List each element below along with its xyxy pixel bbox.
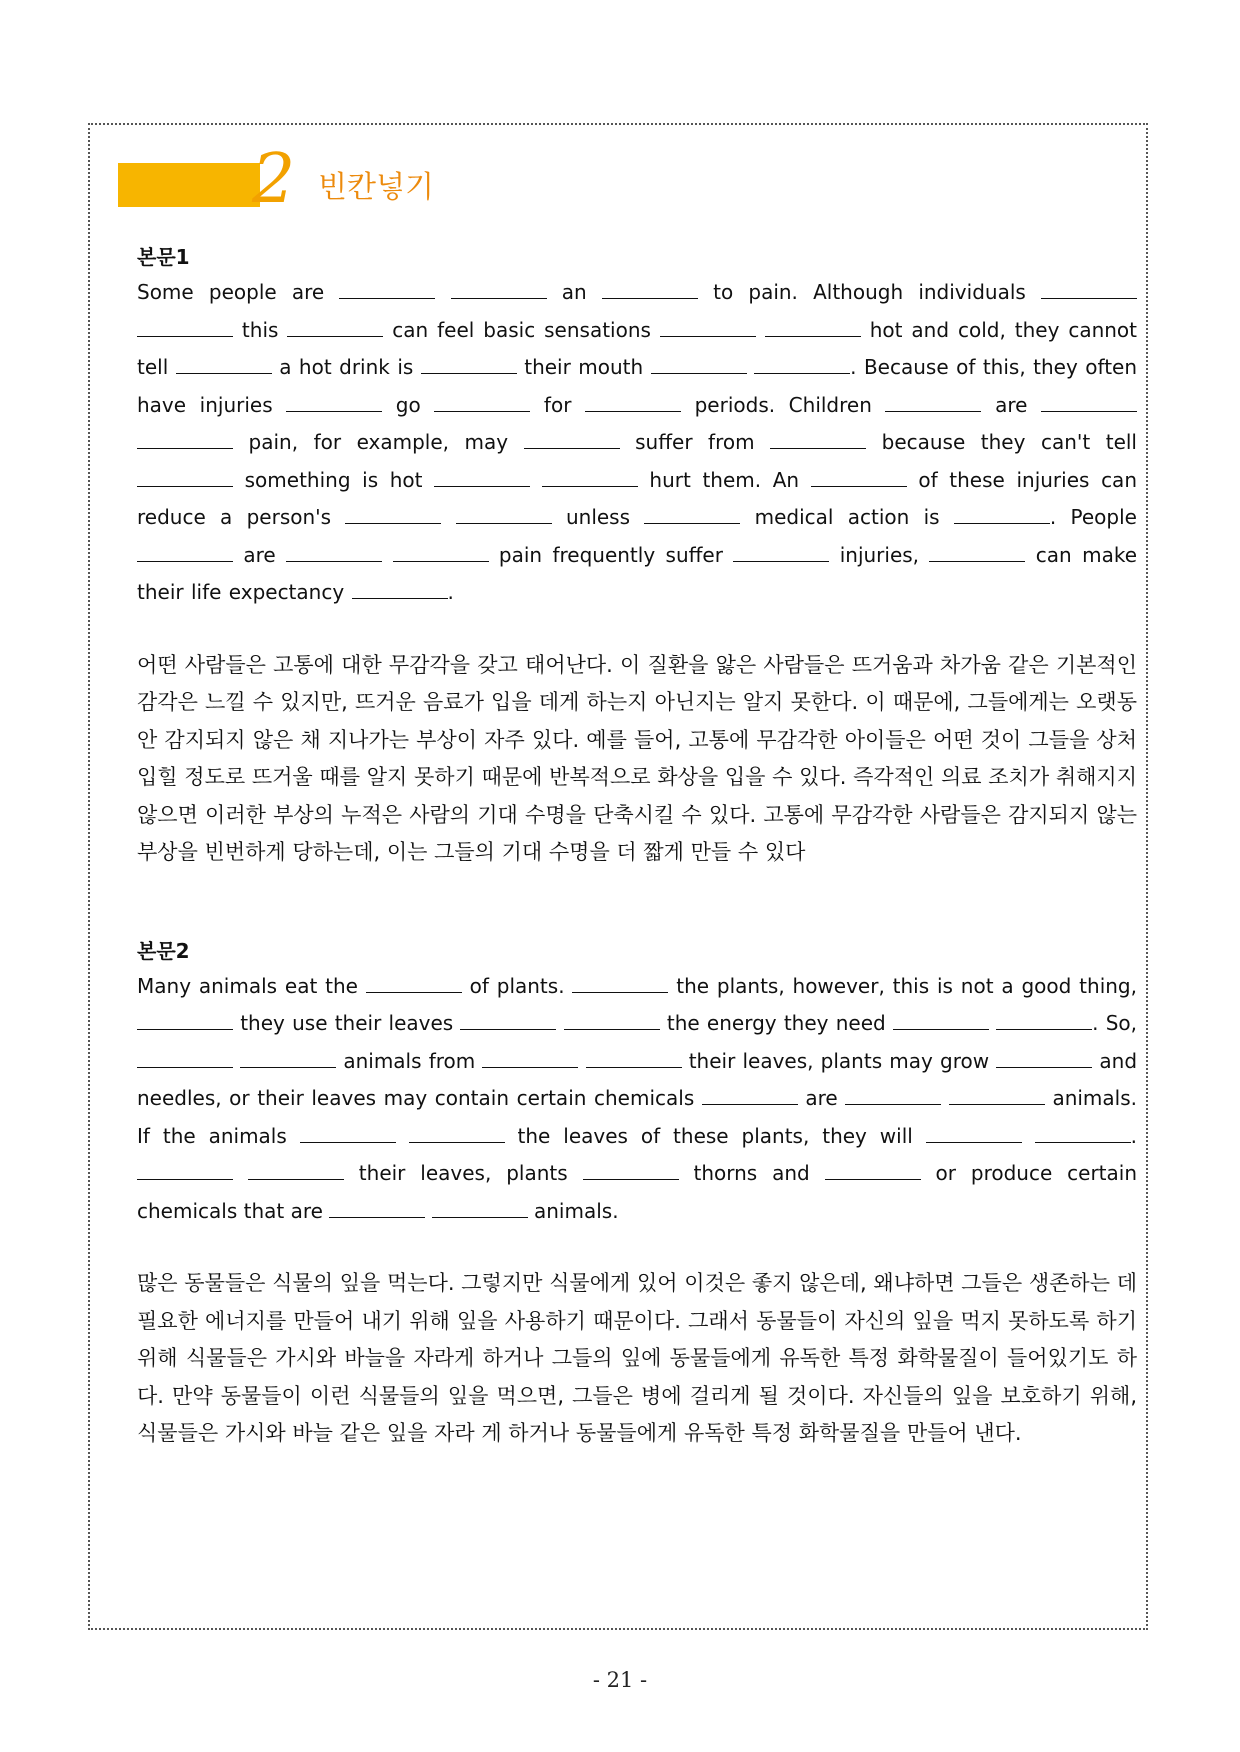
answer-blank[interactable]	[702, 1086, 798, 1105]
answer-blank[interactable]	[572, 974, 668, 993]
answer-blank[interactable]	[926, 1124, 1022, 1143]
answer-blank[interactable]	[137, 430, 233, 449]
passage-1-english: Some people are an to pain. Although individuals this can feel basic sensations hot and cold, they cannot tell a hot drink is their mouth . Because of this, they often have injuries go for periods. Children are pain, for example, may suffer from because they can't tell something is hot hurt them. An of these injuries can reduce a person's unless medical action is . People are pain frequently suffer injuries, can make their life expectancy .	[137, 280, 1138, 604]
answer-blank[interactable]	[1041, 280, 1137, 299]
answer-blank[interactable]	[137, 543, 233, 562]
answer-blank[interactable]	[137, 1011, 233, 1030]
answer-blank[interactable]	[176, 355, 272, 374]
answer-blank[interactable]	[137, 1161, 233, 1180]
answer-blank[interactable]	[345, 505, 441, 524]
page-number: - 21 -	[592, 1668, 648, 1692]
answer-blank[interactable]	[754, 355, 850, 374]
answer-blank[interactable]	[287, 318, 383, 337]
answer-blank[interactable]	[421, 355, 517, 374]
answer-blank[interactable]	[352, 580, 448, 599]
answer-blank[interactable]	[329, 1199, 425, 1218]
answer-blank[interactable]	[300, 1124, 396, 1143]
answer-blank[interactable]	[366, 974, 462, 993]
passage-2-korean: 많은 동물들은 식물의 잎을 먹는다. 그렇지만 식물에게 있어 이것은 좋지 않은데, 왜냐하면 그들은 생존하는 데 필요한 에너지를 만들어 내기 위해 잎을 사용하기 때문이다. 그래서 동물들이 자신의 잎을 먹지 못하도록 하기 위해 식물들은 가시와 바늘을 자라게 하거나 그들의 잎에 동물들에게 유독한 특정 화학물질이 들어있기도 하다. 만약 동물들이 이런 식물들의 잎을 먹으면, 그들은 병에 걸리게 될 것이다. 자신들의 잎을 보호하기 위해, 식물들은 가시와 바늘 같은 잎을 자라 게 하거나 동물들에게 유독한 특정 화학물질을 만들어 낸다.	[137, 1271, 1137, 1445]
answer-blank[interactable]	[564, 1011, 660, 1030]
answer-blank[interactable]	[240, 1049, 336, 1068]
answer-blank[interactable]	[542, 468, 638, 487]
answer-blank[interactable]	[602, 280, 698, 299]
answer-blank[interactable]	[885, 393, 981, 412]
answer-blank[interactable]	[586, 1049, 682, 1068]
answer-blank[interactable]	[845, 1086, 941, 1105]
answer-blank[interactable]	[524, 430, 620, 449]
answer-blank[interactable]	[137, 1049, 233, 1068]
answer-blank[interactable]	[432, 1199, 528, 1218]
answer-blank[interactable]	[248, 1161, 344, 1180]
answer-blank[interactable]	[585, 393, 681, 412]
answer-blank[interactable]	[137, 318, 233, 337]
answer-blank[interactable]	[451, 280, 547, 299]
passage-2-english: Many animals eat the of plants. the plants, however, this is not a good thing, they use their leaves the energy they need . So, animals from their leaves, plants may grow and needles, or their leaves may contain certain chemicals are animals. If the animals the leaves of these plants, they will . their leaves, plants thorns and or produce certain chemicals that are animals.	[137, 973, 1138, 1223]
passage-2-label: 본문2	[137, 938, 190, 963]
answer-blank[interactable]	[286, 393, 382, 412]
answer-blank[interactable]	[733, 543, 829, 562]
answer-blank[interactable]	[1041, 393, 1137, 412]
answer-blank[interactable]	[765, 318, 861, 337]
answer-blank[interactable]	[339, 280, 435, 299]
answer-blank[interactable]	[460, 1011, 556, 1030]
answer-blank[interactable]	[583, 1161, 679, 1180]
answer-blank[interactable]	[644, 505, 740, 524]
answer-blank[interactable]	[286, 543, 382, 562]
answer-blank[interactable]	[825, 1161, 921, 1180]
answer-blank[interactable]	[996, 1049, 1092, 1068]
section-title: 빈칸넣기	[318, 170, 434, 205]
answer-blank[interactable]	[949, 1086, 1045, 1105]
answer-blank[interactable]	[660, 318, 756, 337]
answer-blank[interactable]	[434, 468, 530, 487]
answer-blank[interactable]	[651, 355, 747, 374]
section-header-bar	[118, 163, 260, 207]
answer-blank[interactable]	[482, 1049, 578, 1068]
answer-blank[interactable]	[137, 468, 233, 487]
passage-1-korean: 어떤 사람들은 고통에 대한 무감각을 갖고 태어난다. 이 질환을 앓은 사람들은 뜨거움과 차가움 같은 기본적인 감각은 느낄 수 있지만, 뜨거운 음료가 입을 데게 하는지 아닌지는 알지 못한다. 이 때문에, 그들에게는 오랫동안 감지되지 않은 채 지나가는 부상이 자주 있다. 예를 들어, 고통에 무감각한 아이들은 어떤 것이 그들을 상처 입힐 정도로 뜨거울 때를 알지 못하기 때문에 반복적으로 화상을 입을 수 있다. 즉각적인 의료 조치가 취해지지 않으면 이러한 부상의 누적은 사람의 기대 수명을 단축시킬 수 있다. 고통에 무감각한 사람들은 감지되지 않는 부상을 빈번하게 당하는데, 이는 그들의 기대 수명을 더 짧게 만들 수 있다	[137, 652, 1137, 864]
answer-blank[interactable]	[954, 505, 1050, 524]
content	[137, 240, 1137, 1453]
answer-blank[interactable]	[393, 543, 489, 562]
answer-blank[interactable]	[1035, 1124, 1131, 1143]
answer-blank[interactable]	[409, 1124, 505, 1143]
answer-blank[interactable]	[811, 468, 907, 487]
answer-blank[interactable]	[434, 393, 530, 412]
answer-blank[interactable]	[893, 1011, 989, 1030]
passage-1-label: 본문1	[137, 245, 190, 269]
answer-blank[interactable]	[456, 505, 552, 524]
answer-blank[interactable]	[929, 543, 1025, 562]
answer-blank[interactable]	[996, 1011, 1092, 1030]
section-number: 2	[252, 140, 296, 219]
answer-blank[interactable]	[770, 430, 866, 449]
